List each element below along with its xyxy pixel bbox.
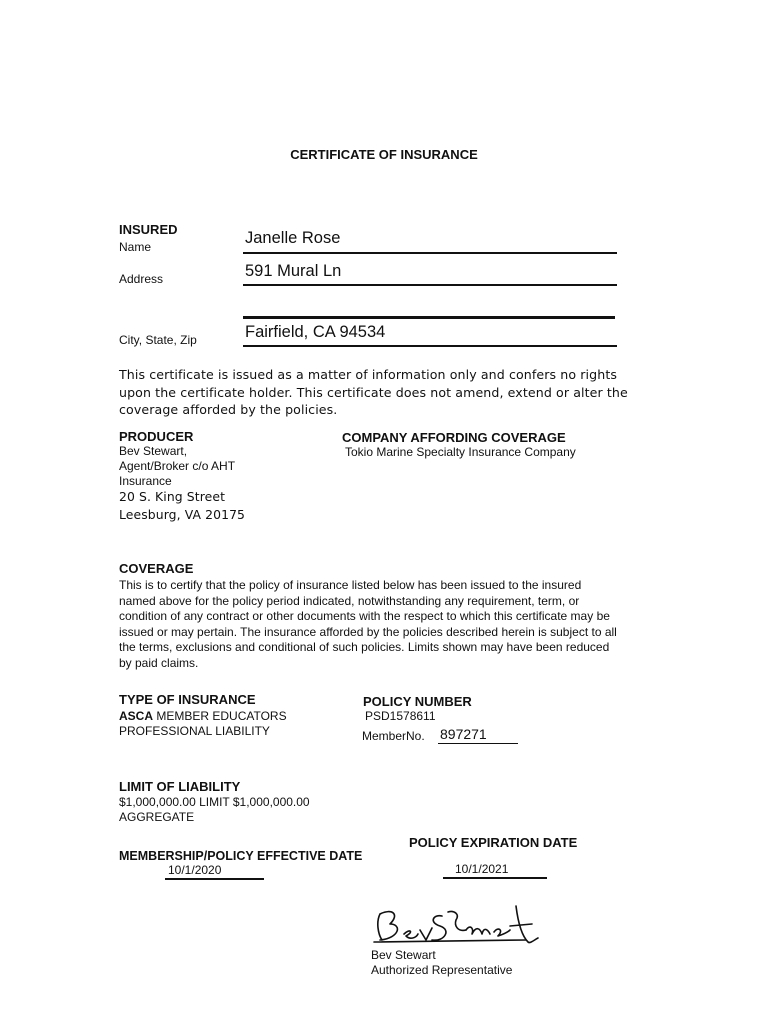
- expiration-date-heading: POLICY EXPIRATION DATE: [409, 835, 578, 850]
- expiration-date-underline: [443, 877, 547, 879]
- city-state-zip-label: City, State, Zip: [119, 333, 197, 347]
- effective-date-underline: [165, 878, 264, 880]
- name-underline: [243, 252, 617, 254]
- type-of-insurance-heading: TYPE OF INSURANCE: [119, 692, 256, 707]
- signer-name: Bev Stewart: [371, 948, 436, 962]
- coverage-heading: COVERAGE: [119, 561, 194, 576]
- producer-line-4: 20 S. King Street: [119, 489, 226, 504]
- insured-heading: INSURED: [119, 222, 178, 237]
- expiration-date-value: 10/1/2021: [455, 862, 509, 876]
- company-name: Tokio Marine Specialty Insurance Company: [345, 445, 576, 459]
- effective-date-value: 10/1/2020: [168, 863, 222, 877]
- company-heading: COMPANY AFFORDING COVERAGE: [342, 430, 566, 445]
- address-line2-underline: [243, 316, 615, 319]
- address-underline: [243, 284, 617, 286]
- asca-label: ASCA: [119, 709, 154, 723]
- producer-heading: PRODUCER: [119, 429, 194, 444]
- member-number-underline: [438, 743, 518, 744]
- effective-date-heading: MEMBERSHIP/POLICY EFFECTIVE DATE: [119, 849, 363, 863]
- signer-title: Authorized Representative: [371, 963, 513, 977]
- coverage-text: This is to certify that the policy of insurance listed below has been issued to the insured named above for the policy period indicated, notwithstanding any requirement, term, or condition of any contract or other documents with the respect to which this certificate may be issued or may pertain. The insurance afforded by the policies described herein is subject to all the terms, exclusions and conditional of such policies. Limits shown may have been reduced by paid claims.: [119, 578, 617, 670]
- limit-line-2: AGGREGATE: [119, 810, 195, 824]
- limit-line-1: $1,000,000.00 LIMIT $1,000,000.00: [119, 795, 310, 809]
- policy-number-value: PSD1578611: [365, 709, 436, 723]
- city-underline: [243, 345, 617, 347]
- notice-paragraph: This certificate is issued as a matter of information only and confers no rights upon the certificate holder. This certificate does not amend, extend or alter the coverage afforded by the policies.: [119, 367, 628, 417]
- insured-address-value: 591 Mural Ln: [245, 262, 342, 280]
- insured-city-value: Fairfield, CA 94534: [245, 323, 386, 341]
- producer-line-3: Insurance: [119, 474, 172, 488]
- member-educators-text: MEMBER EDUCATORS: [153, 709, 287, 723]
- insured-name-value: Janelle Rose: [245, 229, 341, 247]
- member-number-value: 897271: [440, 726, 487, 742]
- producer-line-2: Agent/Broker c/o AHT: [119, 459, 236, 473]
- type-of-insurance-line-1: [119, 709, 287, 725]
- producer-line-5: Leesburg, VA 20175: [119, 507, 246, 522]
- type-of-insurance-line-2: PROFESSIONAL LIABILITY: [119, 724, 270, 738]
- certificate-title: CERTIFICATE OF INSURANCE: [290, 147, 478, 162]
- member-number-label: MemberNo.: [362, 729, 425, 743]
- signature-image: [370, 902, 560, 952]
- address-label: Address: [119, 272, 164, 286]
- limit-of-liability-heading: LIMIT OF LIABILITY: [119, 779, 241, 794]
- producer-line-1: Bev Stewart,: [119, 444, 188, 458]
- name-label: Name: [119, 240, 152, 254]
- policy-number-heading: POLICY NUMBER: [363, 694, 472, 709]
